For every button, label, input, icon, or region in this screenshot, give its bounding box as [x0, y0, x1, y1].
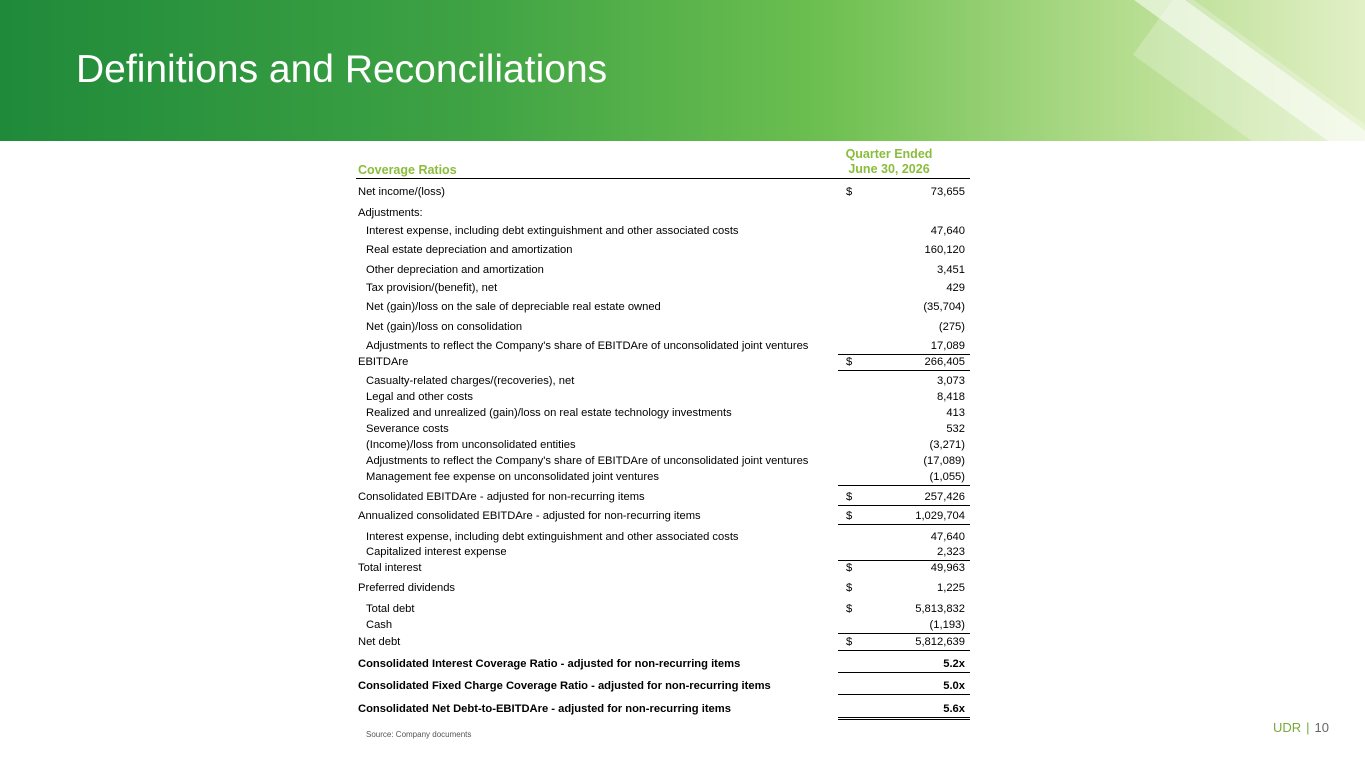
row-value: (35,704) [923, 301, 965, 313]
row-label: Management fee expense on unconsolidated joint ventures [366, 471, 659, 483]
row-value: (1,193) [929, 619, 965, 631]
row-value: 47,640 [930, 531, 965, 543]
table-row [356, 406, 970, 420]
table-row [356, 509, 970, 523]
row-label: Consolidated EBITDAre - adjusted for non-recurring items [358, 491, 645, 503]
row-label: Net debt [358, 636, 401, 648]
row-label: Preferred dividends [358, 582, 456, 594]
row-label: Cash [366, 619, 393, 631]
row-label: Total debt [366, 603, 415, 615]
row-label: Total interest [358, 562, 422, 574]
period-line-2: June 30, 2026 [848, 162, 930, 176]
table-row [356, 263, 970, 277]
row-label: Net income/(loss) [358, 186, 446, 198]
row-value: 49,963 [930, 562, 965, 574]
row-value: 429 [946, 282, 965, 294]
table-row [356, 339, 970, 353]
row-label: Adjustments to reflect the Company's share of EBITDAre of unconsolidated joint ventures [366, 455, 809, 467]
slide-title: Definitions and Reconciliations [76, 48, 608, 91]
table-row [356, 185, 970, 199]
row-label: Casualty-related charges/(recoveries), net [366, 375, 575, 387]
row-value: 2,323 [937, 546, 965, 558]
table-row [356, 390, 970, 404]
row-value: 5.6x [943, 703, 965, 715]
row-value: 266,405 [924, 356, 965, 368]
table-row [356, 618, 970, 632]
row-label: Consolidated Interest Coverage Ratio - adjusted for non-recurring items [358, 658, 741, 670]
row-label: Severance costs [366, 423, 449, 435]
row-label: Consolidated Net Debt-to-EBITDAre - adjusted for non-recurring items [358, 703, 731, 715]
row-value: 17,089 [930, 340, 965, 352]
total-underline [838, 650, 970, 651]
source-note: Source: Company documents [366, 730, 472, 739]
row-value: 3,073 [937, 375, 965, 387]
total-underline [838, 633, 970, 634]
row-value: (17,089) [923, 455, 965, 467]
currency-symbol: $ [846, 491, 853, 503]
footer-brand: UDR [1272, 720, 1302, 735]
row-label: EBITDAre [358, 356, 409, 368]
currency-symbol: $ [846, 562, 853, 574]
total-underline [838, 485, 970, 486]
row-label: Tax provision/(benefit), net [366, 282, 498, 294]
total-underline [838, 694, 970, 695]
row-value: 5.2x [943, 658, 965, 670]
row-label: Interest expense, including debt extinguishment and other associated costs [366, 531, 739, 543]
table-row [356, 545, 970, 559]
banner-decoration [1133, 0, 1365, 141]
table-header [356, 145, 970, 179]
table-row [356, 438, 970, 452]
row-label: Interest expense, including debt extinguishment and other associated costs [366, 225, 739, 237]
row-label: Realized and unrealized (gain)/loss on real estate technology investments [366, 407, 732, 419]
row-value: 5,812,639 [915, 636, 965, 648]
total-underline [838, 505, 970, 506]
table-row [356, 702, 970, 716]
table-row [356, 530, 970, 544]
coverage-ratios-table [356, 145, 970, 715]
page-footer [1273, 720, 1329, 735]
table-row [356, 224, 970, 238]
row-value: 47,640 [930, 225, 965, 237]
row-label: Adjustments: [358, 207, 423, 219]
table-row [356, 422, 970, 436]
row-value: 257,426 [924, 491, 965, 503]
table-row [356, 454, 970, 468]
row-value: 3,451 [937, 264, 965, 276]
table-row [356, 602, 970, 616]
table-row [356, 657, 970, 671]
row-value: 1,225 [937, 582, 965, 594]
currency-symbol: $ [846, 186, 853, 198]
row-label: Other depreciation and amortization [366, 264, 544, 276]
row-value: (3,271) [929, 439, 965, 451]
row-value: 1,029,704 [915, 510, 965, 522]
footer-separator: | [1306, 720, 1310, 735]
page-number: 10 [1314, 720, 1329, 735]
currency-symbol: $ [846, 603, 853, 615]
currency-symbol: $ [846, 356, 853, 368]
row-label: Capitalized interest expense [366, 546, 507, 558]
table-row [356, 679, 970, 693]
row-value: (1,055) [929, 471, 965, 483]
row-value: 5,813,832 [915, 603, 965, 615]
currency-symbol: $ [846, 510, 853, 522]
table-row [356, 490, 970, 504]
row-value: 413 [946, 407, 965, 419]
total-underline [838, 524, 970, 525]
table-row [356, 470, 970, 484]
section-label: Coverage Ratios [358, 163, 457, 177]
total-underline [838, 672, 970, 673]
table-row [356, 281, 970, 295]
total-underline [838, 717, 970, 720]
row-value: 532 [946, 423, 965, 435]
table-row [356, 635, 970, 649]
row-label: Real estate depreciation and amortization [366, 244, 573, 256]
table-row [356, 374, 970, 388]
table-row [356, 355, 970, 369]
currency-symbol: $ [846, 582, 853, 594]
row-label: Adjustments to reflect the Company's share of EBITDAre of unconsolidated joint ventures [366, 340, 809, 352]
currency-symbol: $ [846, 636, 853, 648]
row-value: 8,418 [937, 391, 965, 403]
row-value: 73,655 [930, 186, 965, 198]
table-row [356, 581, 970, 595]
row-label: Net (gain)/loss on consolidation [366, 321, 523, 333]
row-value: (275) [938, 321, 965, 333]
table-row [356, 561, 970, 575]
period-header [824, 147, 954, 177]
row-label: Net (gain)/loss on the sale of depreciable real estate owned [366, 301, 661, 313]
period-line-1: Quarter Ended [845, 147, 933, 161]
total-underline [838, 370, 970, 371]
table-row [356, 320, 970, 334]
table-row [356, 243, 970, 257]
row-label: Consolidated Fixed Charge Coverage Ratio - adjusted for non-recurring items [358, 680, 771, 692]
table-row [356, 206, 970, 220]
row-value: 5.0x [943, 680, 965, 692]
row-label: (Income)/loss from unconsolidated entities [366, 439, 576, 451]
row-value: 160,120 [924, 244, 965, 256]
row-label: Legal and other costs [366, 391, 473, 403]
table-row [356, 300, 970, 314]
row-label: Annualized consolidated EBITDAre - adjusted for non-recurring items [358, 510, 701, 522]
